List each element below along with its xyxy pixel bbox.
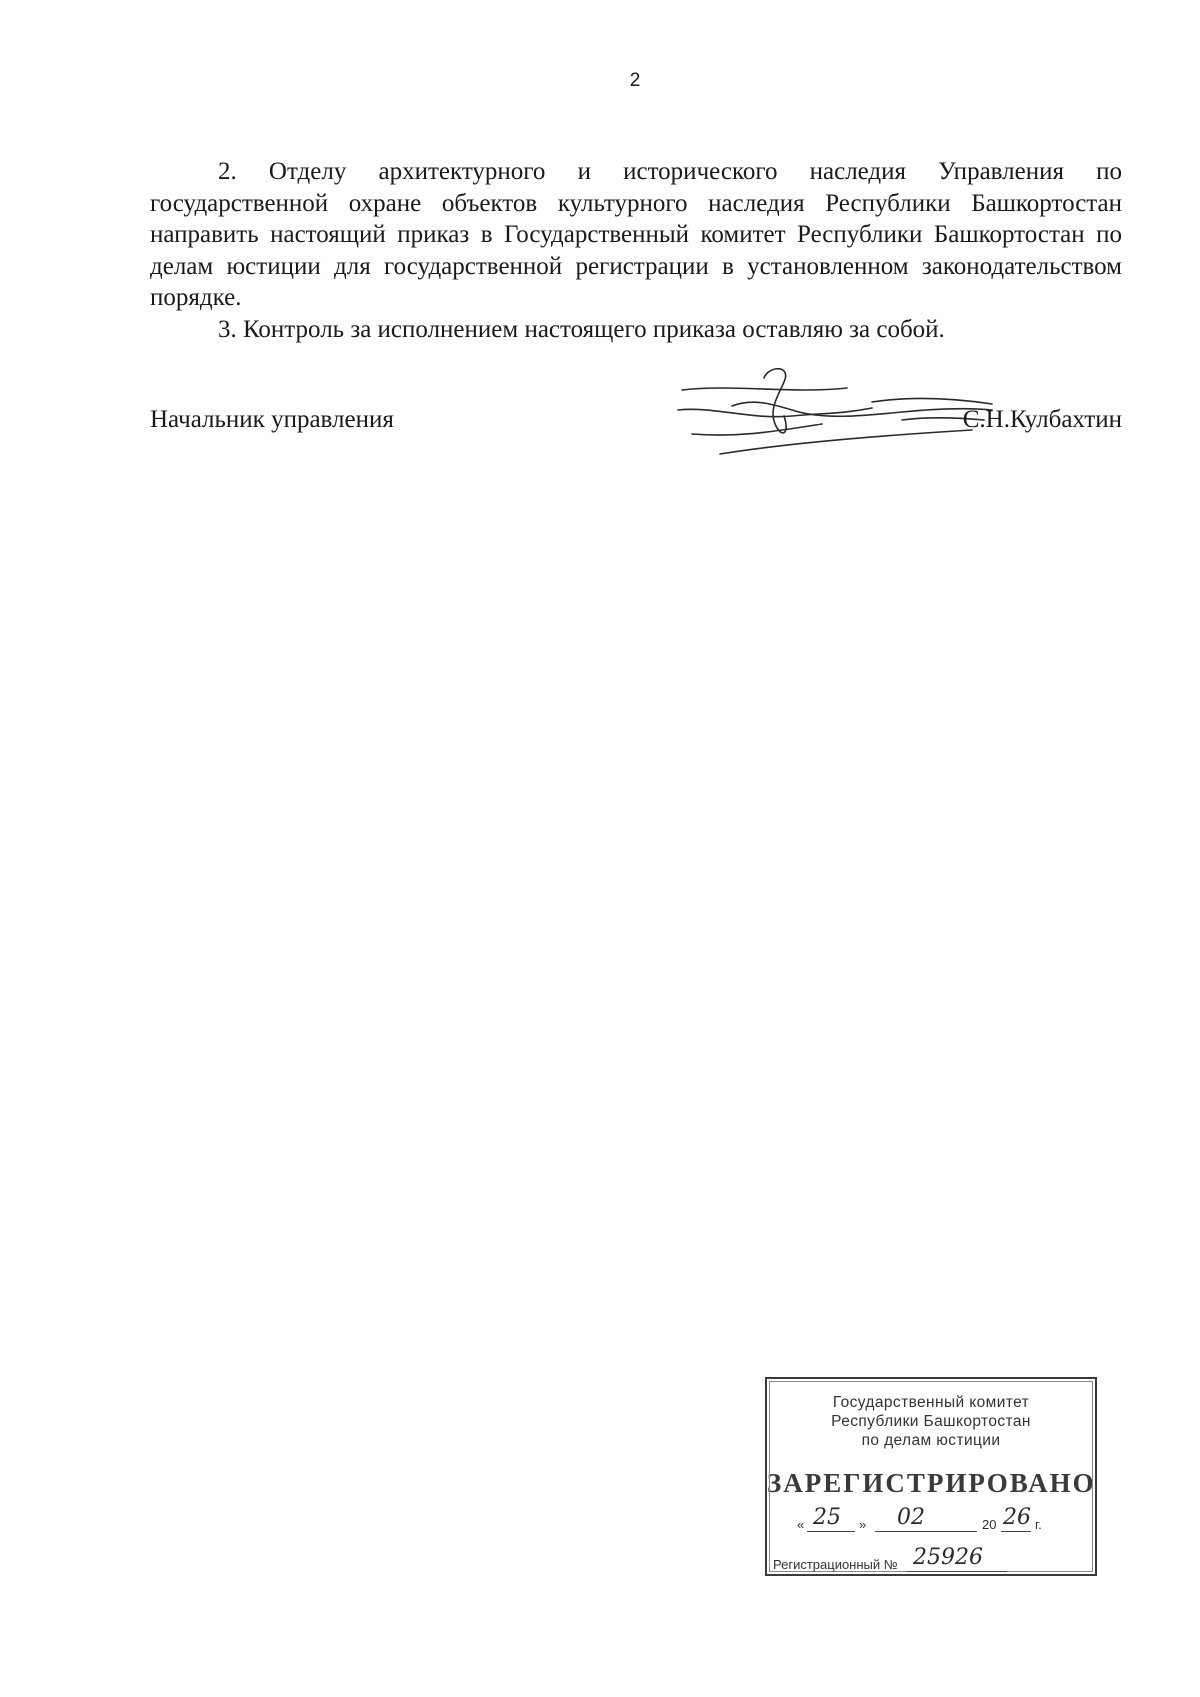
stamp-registered-label: ЗАРЕГИСТРИРОВАНО — [767, 1468, 1096, 1498]
stamp-year-suffix: 26 — [1003, 1505, 1031, 1530]
stamp-reg-number: 25926 — [913, 1545, 983, 1570]
stamp-open-quote: « — [797, 1517, 805, 1532]
page-number: 2 — [629, 70, 641, 91]
stamp-year-unit: г. — [1035, 1517, 1042, 1532]
paragraph-3: 3. Контроль за исполнением настоящего приказа оставляю за собой. — [218, 315, 945, 343]
signature-block — [150, 406, 1122, 446]
stamp-close-quote: » — [859, 1517, 867, 1532]
stamp-date — [767, 1505, 1095, 1539]
registration-stamp — [765, 1377, 1097, 1576]
stamp-issuer-line-3: по делам юстиции — [861, 1432, 1001, 1449]
order-body — [150, 156, 1122, 345]
position-title: Начальник управления — [150, 406, 394, 433]
stamp-reg-label: Регистрационный № — [773, 1557, 898, 1572]
paragraph-2: 2. Отделу архитектурного и исторического наследия Управления по государственной охране объектов культурного наследия Республики Башкортостан направить настоящий приказ в Государственный комитет Республики Башкортостан по делам юстиции для государственной регистрации в установленном законодательством порядке. — [150, 158, 1122, 311]
stamp-issuer-line-2: Республики Башкортостан — [831, 1413, 1031, 1430]
stamp-registration — [767, 1545, 1095, 1575]
stamp-month: 02 — [897, 1505, 925, 1530]
stamp-year-prefix: 20 — [982, 1517, 997, 1532]
stamp-issuer-line-1: Государственный комитет — [832, 1394, 1030, 1411]
handwritten-signature — [672, 368, 1012, 468]
stamp-day: 25 — [813, 1505, 841, 1530]
signer-name: С.Н.Кулбахтин — [962, 406, 1122, 433]
